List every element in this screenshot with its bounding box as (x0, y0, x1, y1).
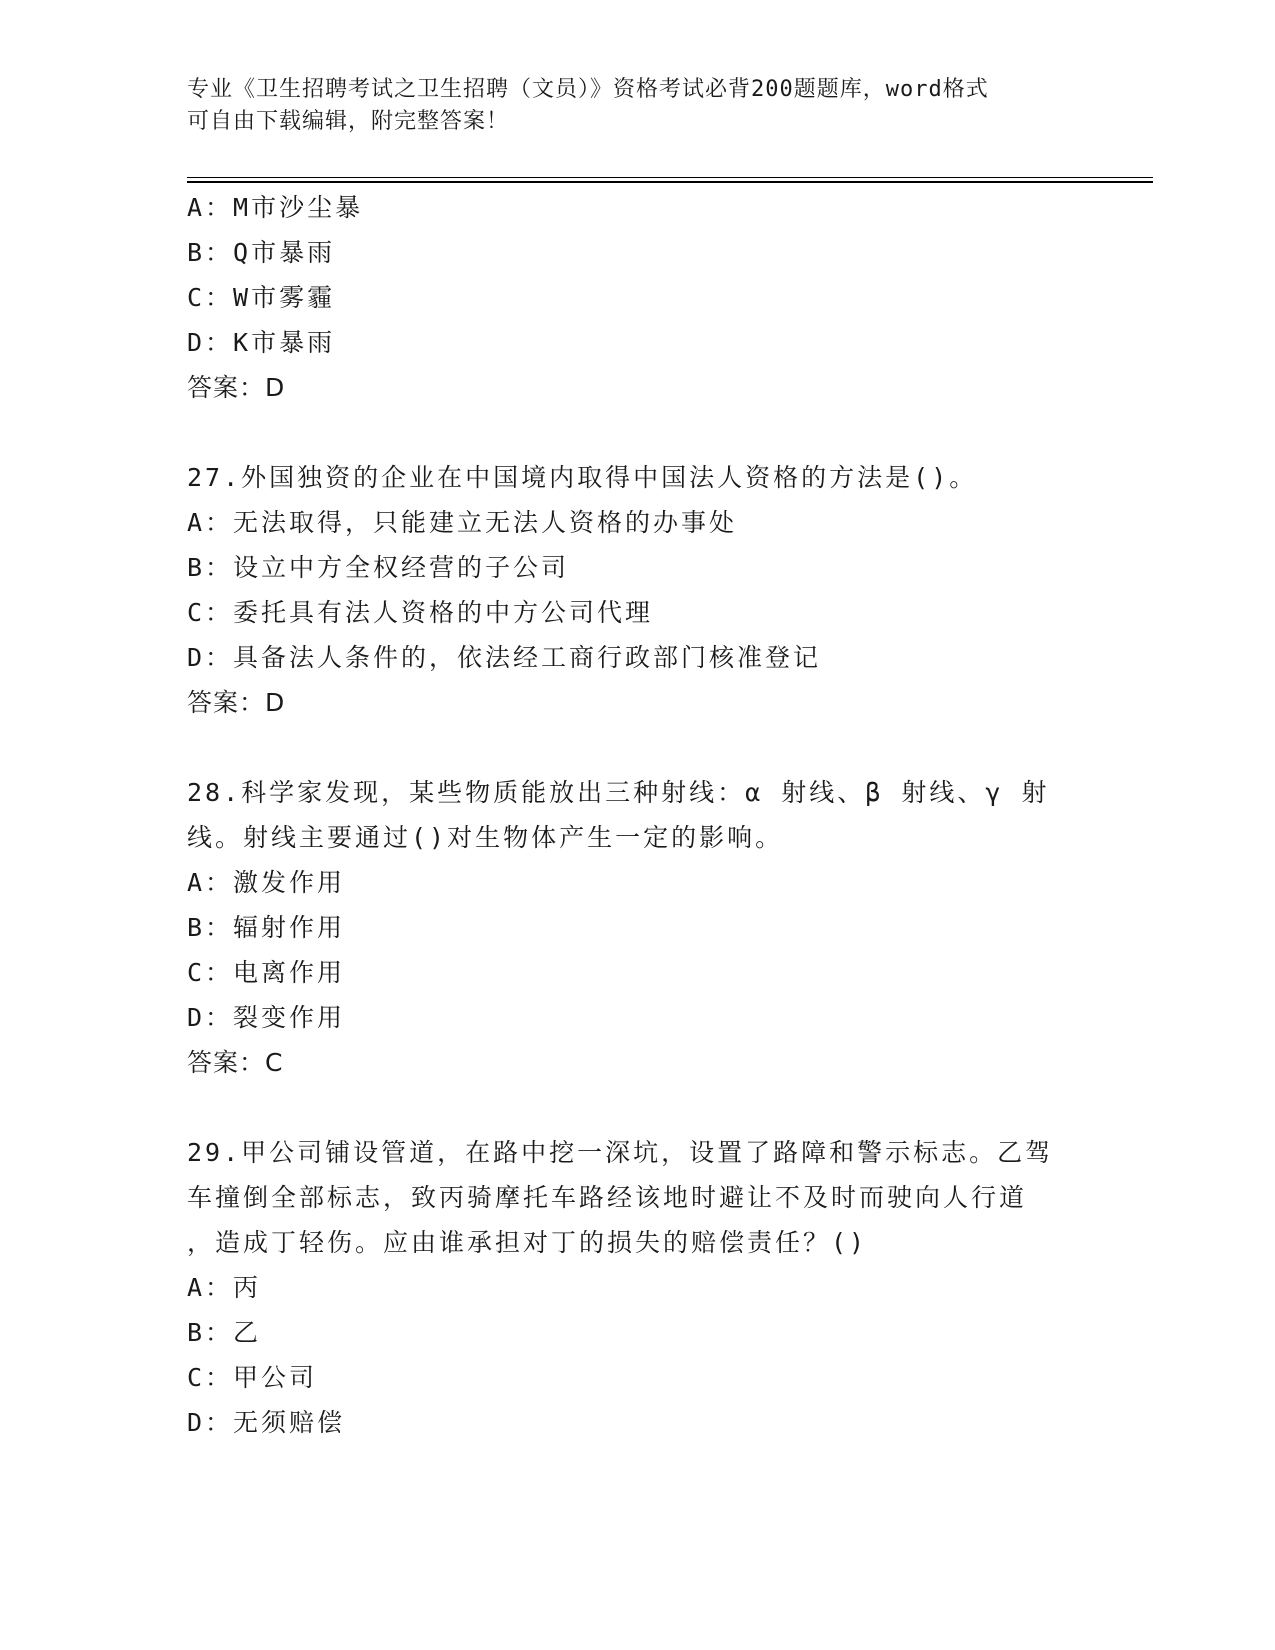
question-29-text-cont-2: ，造成丁轻伤。应由谁承担对丁的损失的赔偿责任？() (187, 1228, 868, 1257)
question-28-text: 28.科学家发现，某些物质能放出三种射线：α 射线、β 射线、γ 射 (187, 778, 1050, 807)
answer-text: 答案：D (187, 688, 286, 717)
option-b: B：设立中方全权经营的子公司 (187, 553, 570, 582)
question-29-text: 29.甲公司铺设管道，在路中挖一深坑，设置了路障和警示标志。乙驾 (187, 1138, 1054, 1167)
option-d: D：裂变作用 (187, 1003, 346, 1032)
answer-text: 答案：C (187, 1048, 284, 1077)
question-27-text: 27.外国独资的企业在中国境内取得中国法人资格的方法是()。 (187, 463, 978, 492)
document-header (187, 74, 1087, 138)
option-b: B：乙 (187, 1318, 262, 1347)
option-a: A：丙 (187, 1273, 262, 1302)
option-c: C：委托具有法人资格的中方公司代理 (187, 598, 654, 627)
header-line-2: 可自由下载编辑，附完整答案！ (187, 109, 510, 134)
option-a: A：无法取得，只能建立无法人资格的办事处 (187, 508, 738, 537)
option-b: B：Q市暴雨 (187, 238, 336, 267)
header-divider-top (187, 177, 1153, 178)
answer-text: 答案：D (187, 373, 286, 402)
option-a: A：激发作用 (187, 868, 346, 897)
option-b: B：辐射作用 (187, 913, 346, 942)
header-line-1: 专业《卫生招聘考试之卫生招聘（文员）》资格考试必背200题题库，word格式 (187, 77, 989, 102)
option-d: D：无须赔偿 (187, 1408, 346, 1437)
option-d: D：具备法人条件的，依法经工商行政部门核准登记 (187, 643, 822, 672)
option-d: D：K市暴雨 (187, 328, 336, 357)
question-29-text-cont: 车撞倒全部标志，致丙骑摩托车路经该地时避让不及时而驶向人行道 (187, 1183, 1028, 1212)
option-c: C：电离作用 (187, 958, 346, 987)
question-28-text-cont: 线。射线主要通过()对生物体产生一定的影响。 (187, 823, 784, 852)
option-c: C：甲公司 (187, 1363, 318, 1392)
option-a: A：M市沙尘暴 (187, 193, 364, 222)
option-c: C：W市雾霾 (187, 283, 336, 312)
header-divider-bottom (187, 181, 1153, 183)
